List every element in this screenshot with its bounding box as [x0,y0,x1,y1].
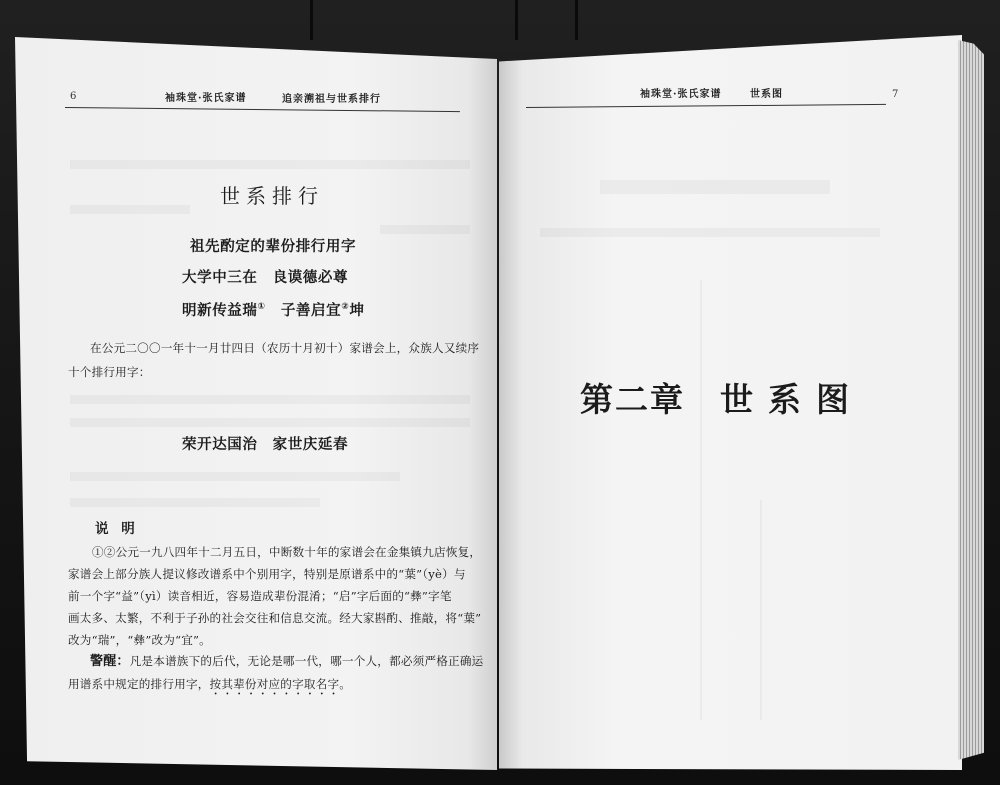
warning-text-emphasized: 按其辈份对应的字取名字 [209,677,340,691]
show-through-mark [540,228,880,237]
notes-line: 前一个字“益”（yì）读音相近，容易造成辈份混淆；“启”字后面的“彝”字笔 [68,589,452,603]
header-section-title: 世系图 [750,89,783,100]
notes-line: 家谱会上部分族人提议修改谱系中个别用字，特别是原谱系中的“葉”（yè）与 [68,567,466,581]
show-through-mark [70,472,400,481]
warning-label: 警醒： [90,654,130,669]
page-number: 7 [892,89,899,100]
table-seam [575,0,578,40]
warning-line [68,677,351,698]
show-through-mark [70,205,190,214]
show-through-mark [70,498,320,507]
subtitle: 祖先酌定的辈份排行用字 [190,239,357,255]
page-number: 6 [70,91,77,102]
show-through-mark [70,395,470,404]
show-through-mark [700,280,702,720]
warning-line [90,655,483,668]
chapter-label: 第二章 [580,380,685,419]
header-book-title: 袖珠堂·张氏家谱 [165,93,247,104]
header-section-title: 追亲溯祖与世系排行 [282,94,381,105]
notes-heading: 说 明 [95,521,139,537]
table-seam [515,0,518,40]
rank-characters-line-1: 大学中三在 良谟德必尊 [182,270,349,286]
footnote-mark-1: ① [257,302,266,312]
rank-line-2-part-a: 明新传益瑞 [182,303,258,319]
footnote-mark-2: ② [341,302,350,312]
rank-characters-line-3: 荣开达国治 家世庆延春 [182,437,349,453]
header-book-title: 袖珠堂·张氏家谱 [640,89,722,100]
notes-line: 改为“瑞”，“彝”改为“宜”。 [68,633,211,647]
warning-text: 。 [339,677,352,691]
notes-line: ①②公元一九八四年十二月五日，中断数十年的家谱会在金集镇九店恢复， [92,545,482,559]
notes-line: 画太多、太繁，不利于子孙的社会交往和信息交流。经大家斟酌、推敲，将“葉” [68,611,482,625]
show-through-mark [380,225,470,234]
paragraph-line: 在公元二〇〇一年十一月廿四日（农历十月初十）家谱会上，众族人又续序 [90,341,480,355]
show-through-mark [70,160,470,169]
chapter-title: 世系图 [720,380,864,419]
page-title: 世系排行 [220,184,324,208]
show-through-mark [760,500,762,720]
show-through-mark [70,418,470,427]
rank-line-2-part-b: 子善启宜 [265,303,342,319]
rank-characters-line-2 [182,303,365,319]
warning-text: 凡是本谱族下的后代，无论是哪一代，哪一个人，都必须严格正确运 [129,654,484,668]
table-seam [310,0,313,40]
page-edges [958,40,984,760]
show-through-mark [600,180,830,194]
paragraph-line: 十个排行用字： [68,365,151,379]
warning-text: 用谱系中规定的排行用字， [68,677,210,691]
rank-line-2-part-c: 坤 [349,303,365,319]
